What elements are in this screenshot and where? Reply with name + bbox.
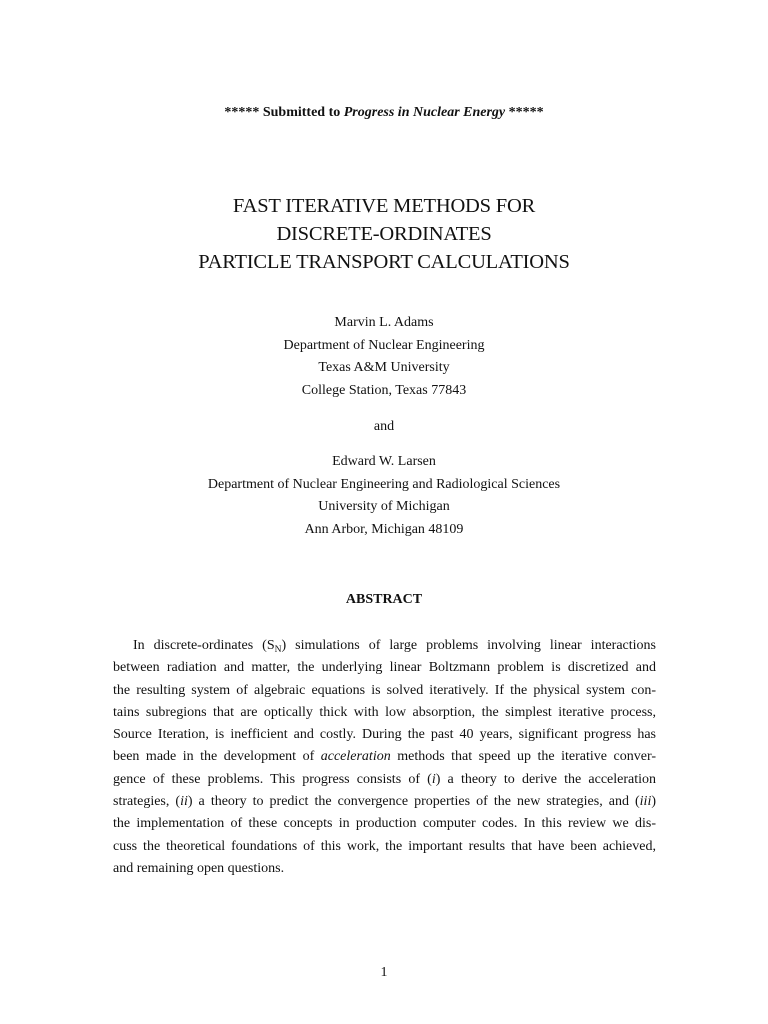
author-name: Marvin L. Adams (334, 315, 434, 330)
submission-note (0, 103, 768, 123)
submitted-prefix: Submitted to (262, 105, 341, 120)
title-line-1: FAST ITERATIVE METHODS FOR (232, 195, 536, 217)
abstract-text: cuss the theoretical foundations of this work, the important results that have been achieved, (113, 838, 656, 854)
author-name: Edward W. Larsen (332, 454, 436, 469)
author-institution: University of Michigan (318, 499, 450, 514)
author-location: College Station, Texas 77843 (301, 382, 467, 398)
abstract-text: the implementation of these concepts in production computer codes. In this review we dis- (113, 816, 656, 832)
abstract-text: methods that speed up the iterative conver- (390, 749, 656, 765)
abstract-line (113, 836, 656, 858)
abstract-text: been made in the development of (113, 749, 321, 765)
abstract-body (113, 635, 656, 880)
abstract-text: the resulting system of algebraic equations is solved iteratively. If the physical system con- (113, 682, 656, 698)
abstract-line (113, 746, 656, 768)
author-block-2 (0, 451, 768, 541)
abstract-text: In discrete-ordinates (S (133, 638, 275, 653)
abstract-line (113, 791, 656, 813)
stars-before: ***** (224, 105, 260, 120)
emphasis-numeral: iii (639, 794, 652, 810)
author-department: Department of Nuclear Engineering and Radiological Sciences (207, 476, 561, 492)
abstract-line (113, 635, 656, 657)
abstract-line (113, 680, 656, 702)
abstract-text: Source Iteration, is inefficient and costly. During the past 40 years, significant progress has (113, 727, 656, 743)
emphasis-acceleration: acceleration (320, 749, 391, 765)
author-institution: Texas A&M University (318, 360, 450, 375)
abstract-heading: ABSTRACT (345, 592, 423, 607)
abstract-line (113, 769, 656, 791)
abstract-line (113, 724, 656, 746)
abstract-line (113, 813, 656, 835)
abstract-line (113, 657, 656, 679)
paper-title (0, 192, 768, 276)
title-line-2: DISCRETE-ORDINATES (276, 223, 492, 245)
author-department: Department of Nuclear Engineering (283, 337, 485, 353)
abstract-text: and remaining open questions. (113, 860, 285, 876)
emphasis-numeral: ii (180, 794, 188, 810)
abstract-line (113, 858, 656, 880)
abstract-text: ) simulations of large problems involving linear interactions (281, 638, 656, 653)
title-line-3: PARTICLE TRANSPORT CALCULATIONS (198, 251, 570, 273)
subscript-n: N (274, 645, 282, 655)
emphasis-numeral: i (431, 771, 436, 787)
author-location: Ann Arbor, Michigan 48109 (304, 521, 464, 537)
journal-name: Progress in Nuclear Energy (343, 105, 506, 120)
author-block-1 (0, 312, 768, 402)
page-number: 1 (380, 965, 388, 980)
abstract-text: gence of these problems. This progress consists of ( (113, 771, 432, 787)
author-conjunction: and (373, 419, 395, 434)
abstract-text: ) a theory to derive the acceleration (435, 771, 657, 787)
abstract-text: between radiation and matter, the underlying linear Boltzmann problem is discretized and (113, 660, 656, 676)
abstract-text: tains subregions that are optically thick with low absorption, the simplest iterative process, (113, 704, 656, 720)
abstract-text: ) a theory to predict the convergence properties of the new strategies, and ( (187, 794, 640, 810)
abstract-text: strategies, ( (113, 794, 181, 810)
abstract-line (113, 702, 656, 724)
stars-after: ***** (508, 105, 544, 120)
abstract-text: ) (651, 794, 657, 810)
